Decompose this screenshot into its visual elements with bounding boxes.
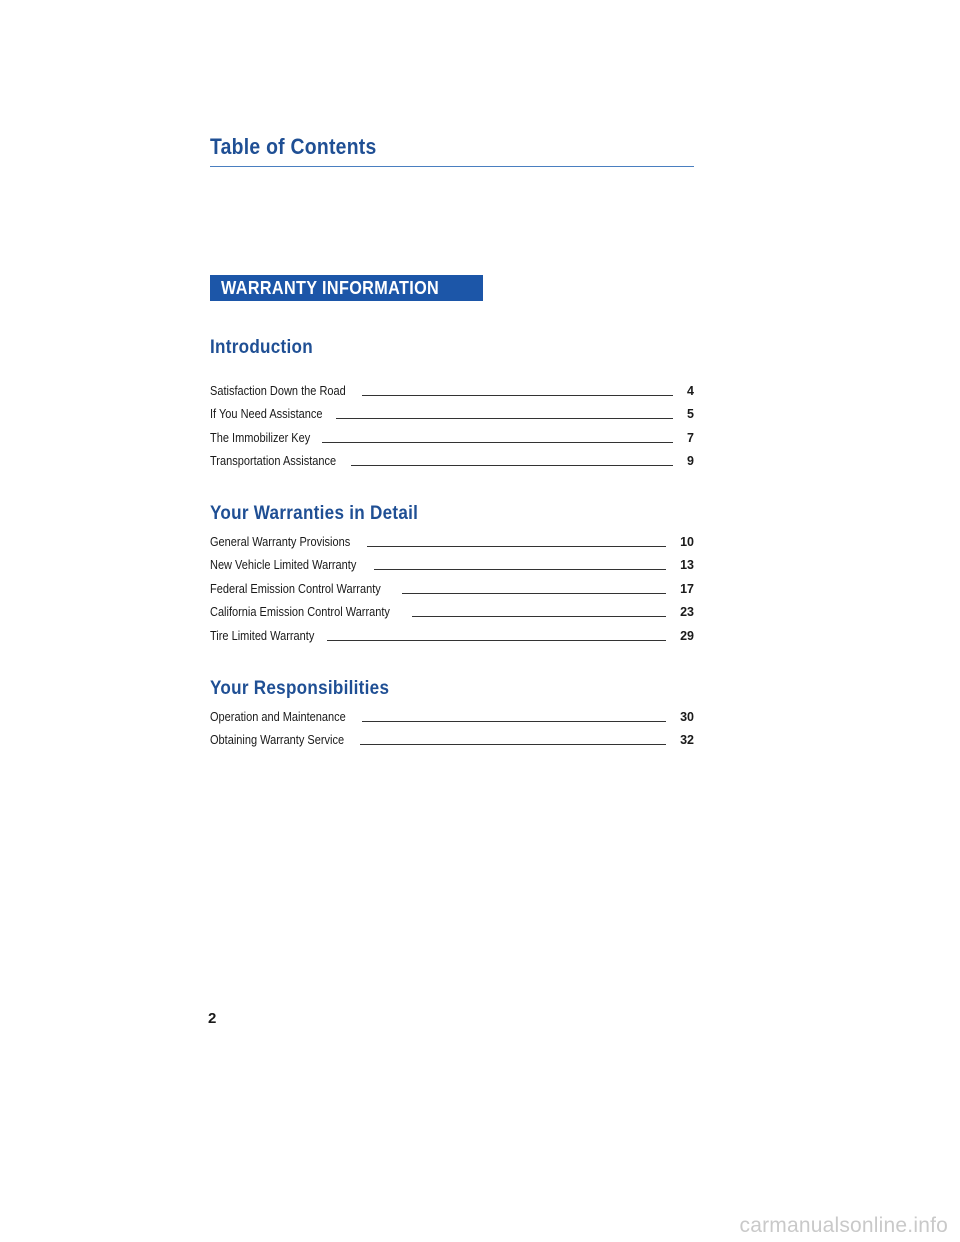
title-divider — [210, 166, 694, 167]
toc-entry[interactable] — [210, 596, 694, 620]
leader-line — [360, 744, 666, 745]
toc-entry[interactable] — [210, 724, 694, 748]
toc-entry[interactable] — [210, 398, 694, 422]
toc-entry-page: 9 — [687, 454, 694, 468]
leader-line — [362, 721, 666, 722]
leader-line — [402, 593, 666, 594]
section-entries-warranties — [210, 525, 694, 643]
section-entries-introduction — [210, 374, 694, 468]
toc-entry[interactable] — [210, 619, 694, 643]
section-heading-responsibilities: Your Responsibilities — [210, 678, 390, 699]
leader-line — [351, 465, 673, 466]
banner-label: WARRANTY INFORMATION — [221, 278, 440, 298]
toc-entry-label: Federal Emission Control Warranty — [210, 581, 381, 596]
toc-entry-page: 17 — [680, 581, 694, 596]
toc-entry-label: Transportation Assistance — [210, 454, 337, 468]
toc-entry-label: Satisfaction Down the Road — [210, 383, 346, 398]
leader-line — [362, 395, 673, 396]
toc-entry[interactable] — [210, 421, 694, 445]
leader-line — [374, 569, 666, 570]
toc-entry[interactable] — [210, 525, 694, 549]
toc-entry-label: California Emission Control Warranty — [210, 605, 390, 619]
toc-entry-label: Tire Limited Warranty — [210, 628, 315, 643]
section-banner — [210, 275, 483, 301]
toc-entry-label: New Vehicle Limited Warranty — [210, 558, 357, 572]
page-title: Table of Contents — [210, 134, 377, 159]
toc-entry-label: The Immobilizer Key — [210, 430, 311, 445]
leader-line — [412, 616, 666, 617]
toc-entry[interactable] — [210, 549, 694, 573]
toc-entry-page: 5 — [687, 407, 694, 421]
toc-entry-label: General Warranty Provisions — [210, 534, 351, 549]
leader-line — [336, 418, 673, 419]
toc-entry-page: 7 — [687, 430, 694, 445]
section-heading-introduction: Introduction — [210, 337, 313, 358]
toc-entry[interactable] — [210, 572, 694, 596]
leader-line — [322, 442, 673, 443]
toc-entry-page: 29 — [680, 628, 694, 643]
toc-entry-label: Operation and Maintenance — [210, 709, 346, 724]
toc-entry-page: 32 — [680, 733, 694, 747]
leader-line — [327, 640, 667, 641]
watermark-text: carmanualsonline.info — [739, 1214, 948, 1237]
toc-entry-page: 23 — [680, 605, 694, 619]
toc-entry[interactable] — [210, 374, 694, 398]
toc-entry-label: Obtaining Warranty Service — [210, 733, 345, 747]
toc-entry-page: 30 — [680, 709, 694, 724]
toc-entry-page: 13 — [680, 558, 694, 572]
page-number: 2 — [208, 1010, 217, 1027]
toc-entry[interactable] — [210, 445, 694, 469]
section-entries-responsibilities — [210, 700, 694, 747]
toc-entry[interactable] — [210, 700, 694, 724]
leader-line — [367, 546, 666, 547]
toc-entry-page: 10 — [680, 534, 694, 549]
section-heading-warranties: Your Warranties in Detail — [210, 503, 419, 524]
toc-entry-page: 4 — [687, 383, 694, 398]
toc-entry-label: If You Need Assistance — [210, 407, 323, 421]
